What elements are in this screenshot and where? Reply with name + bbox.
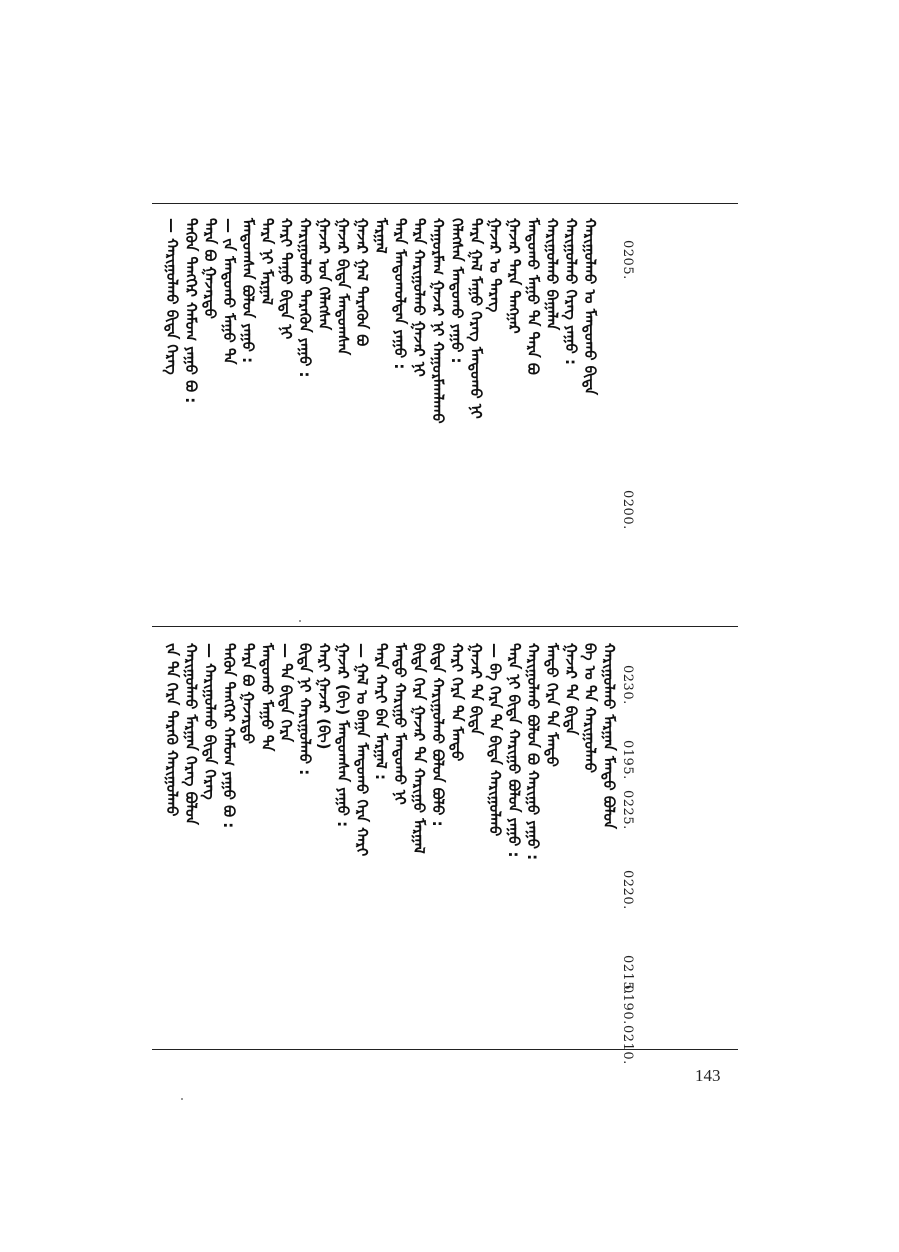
top-text-column: ᠭᠠᠵᠠᠷ ᠪᠢᠳᠡ ᠮᠠᠨᠳᠤᠭᠰᠠᠨ <box>334 218 352 356</box>
top-text-column: ᠮᠠᠨᠳᠤᠭᠰᠠᠨ ᠪᠣᠯᠤᠨ ᠶᠠᠭᠤ : <box>239 218 257 364</box>
line-number: 0230. <box>620 665 635 705</box>
bottom-text-column: ᠮᠠᠨᠳᠤ ᠬᠡᠷᠡ ᠲᠠ ᠮᠠᠨᠳᠤ <box>543 643 561 767</box>
bottom-text-column: — ᠭᠠᠯ ᠤ ᠪᠠᠭᠠ ᠮᠠᠨᠳᠤᠬᠤ ᠬᠡᠷᠡ ᠬᠠᠷᠢ <box>353 643 371 857</box>
middle-rule <box>152 626 738 627</box>
top-text-column: ᠬᠡᠯᠡᠭᠰᠡᠨ ᠮᠠᠨᠳᠤᠬᠤ ᠶᠠᠭᠤ : <box>448 218 466 364</box>
top-text-column: ᠭᠠᠵᠠᠷ ᠭᠠᠯ ᠲᠡᠷᠡᠭᠦᠨ ᠪᠤ <box>353 218 371 347</box>
bottom-text-column: ᠪᠠ ᠤ ᠲᠠ ᠬᠠᠷᠢᠭᠤᠯᠬᠤ <box>581 643 599 773</box>
bottom-text-column: ᠮᠠᠨᠳᠤ ᠬᠠᠷᠢᠭᠤ ᠮᠠᠨᠳᠤᠬᠤ ᠨᠢ <box>391 643 409 805</box>
top-text-column: ᠮᠠᠷᠭᠠᠯ <box>372 218 390 254</box>
top-text-column: ᠭᠠᠵᠠᠷ ᠤ ᠲᠡᠷᠡᠭ <box>486 218 504 313</box>
top-text-column: ᠮᠠᠨᠳᠤᠬᠤ ᠮᠠᠭᠤ ᠲᠠ ᠲᠡᠷᠡ ᠪᠤ <box>524 218 542 375</box>
top-text-column: ᠭᠠᠵᠠᠷ ᠤᠨ ᠬᠡᠯᠡᠭᠰᠡᠨ <box>315 218 333 331</box>
bottom-rule <box>152 1049 738 1050</box>
line-number: 0205. <box>620 240 635 280</box>
bottom-text-column: — ᠲᠠ ᠪᠢᠳᠡ ᠬᠡᠷᠡ <box>277 643 295 743</box>
bottom-text-column: ᠬᠠᠷᠢ ᠬᠡᠷᠡ ᠲᠠ ᠮᠠᠨᠳᠤ <box>448 643 466 762</box>
line-number: 0210. <box>620 1025 635 1065</box>
top-text-column: ᠲᠡᠷᠡ ᠨᠢ ᠮᠠᠷᠭᠠᠯ <box>258 218 276 306</box>
bottom-text-column: ᠲᠡᠷᠡ ᠨᠢ ᠪᠢᠳᠡ ᠬᠠᠷᠢᠭᠤ ᠪᠣᠯᠤᠨ ᠶᠠᠭᠤ : <box>505 643 523 858</box>
top-rule <box>152 203 738 204</box>
bottom-text-column: ᠬᠠᠷᠢᠭᠤᠯᠬᠤ ᠮᠠᠷᠭᠠᠨ ᠮᠠᠨᠳᠤ ᠪᠣᠯᠤᠨ <box>600 643 618 830</box>
bottom-text-column: ᠪᠢᠳᠡ ᠬᠡᠷᠡ ᠭᠠᠵᠠᠷ ᠲᠠ ᠬᠠᠷᠢᠭᠤ ᠮᠠᠷᠭᠠᠯ <box>410 643 428 854</box>
top-text-column: ᠬᠠᠷᠢᠭᠤᠯᠬᠤ ᠤ ᠮᠠᠨᠳᠤᠬᠤ ᠪᠢᠳᠡ <box>581 218 599 396</box>
line-number: 0200. <box>620 490 635 530</box>
bottom-text-column: ᠲᠡᠭᠦᠨ ᠲᠡᠩᠭᠡᠷ ᠬᠠᠮᠤᠭ ᠶᠠᠭᠤ ᠪᠤ : <box>220 643 238 829</box>
top-text-column: ᠬᠠᠷᠢᠭᠤᠯᠬᠤ ᠪᠠᠭᠠᠯᠠᠨ <box>543 218 561 331</box>
bottom-text-column: ᠲᠡᠷᠡ ᠬᠠᠷᠢ ᠪᠠᠨ ᠮᠠᠷᠭᠠᠯ : <box>372 643 390 780</box>
top-text-column: ᠬᠠᠭᠤᠷᠮᠠᠭ ᠭᠠᠵᠠᠷ ᠨᠢ ᠬᠠᠭᠤᠷᠮᠠᠭᠯᠠᠬᠤ <box>429 218 447 424</box>
top-text-column: — ᠬᠠᠷᠢᠭᠤᠯᠬᠤ ᠪᠢᠳᠡ ᠬᠡᠷᠡᠭ <box>163 218 181 375</box>
speck <box>299 620 301 622</box>
bottom-text-column: — ᠪᠠ ᠬᠡᠷᠡ ᠲᠠ ᠪᠢᠳᠡ ᠬᠠᠷᠢᠭᠤᠯᠬᠤ <box>486 643 504 837</box>
line-number: 0225. <box>620 790 635 830</box>
top-text-column: ᠲᠡᠷᠡ ᠪᠤ ᠭᠠᠵᠠᠷᠲᠤ <box>201 218 219 319</box>
speck <box>181 1098 183 1100</box>
bottom-text-column: ᠬᠠᠷᠢ ᠭᠠᠵᠠᠷ (ᠪᠢ) <box>315 643 333 750</box>
top-text-column: ᠲᠡᠷᠡ ᠬᠠᠷᠢᠭᠤᠯᠬᠤ ᠭᠠᠵᠠᠷ ᠨᠢ <box>410 218 428 377</box>
page-number: 143 <box>695 1066 721 1085</box>
line-number: 0195. <box>620 740 635 780</box>
bottom-text-column: ᠪᠢᠳᠡ ᠬᠠᠷᠢᠭᠤᠯᠬᠤ ᠪᠣᠯᠤᠨ ᠪᠣᠯᠤ : <box>429 643 447 827</box>
top-text-column: ᠬᠠᠷᠢᠭᠤᠯᠬᠤ ᠲᠡᠷᠡᠭᠦᠨ ᠶᠠᠭᠤ : <box>296 218 314 378</box>
bottom-text-column: ᠭᠠᠵᠠᠷ (ᠪᠢ) ᠮᠠᠨᠳᠤᠭᠰᠠᠨ ᠶᠠᠭᠤ : <box>334 643 352 828</box>
bottom-text-column: ᠪᠢᠳᠡ ᠨᠢ ᠬᠠᠷᠢᠭᠤᠯᠬᠤ : <box>296 643 314 776</box>
bottom-text-column: ᠬᠠᠷᠢᠭᠤᠯᠬᠤ ᠪᠣᠯᠤᠨ ᠪᠤ ᠬᠠᠷᠢᠭᠤ ᠶᠠᠭᠤ : <box>524 643 542 861</box>
bottom-text-column: — ᠬᠠᠷᠢᠭᠤᠯᠬᠤ ᠪᠢᠳᠡ ᠬᠡᠷᠡᠭ <box>201 643 219 800</box>
bottom-text-column: ᠮᠠᠨᠳᠤᠬᠤ ᠮᠠᠭᠤ ᠲᠠ <box>258 643 276 752</box>
line-number: 0220. <box>620 870 635 910</box>
top-text-column: — ᠵᠠ ᠮᠠᠨᠳᠤᠬᠤ ᠮᠠᠭᠤ ᠲᠠ <box>220 218 238 365</box>
bottom-text-column: ᠭᠠᠵᠠᠷ ᠲᠠ ᠪᠢᠳᠡ <box>562 643 580 736</box>
bottom-text-column: ᠬᠠᠷᠢᠭᠤᠯᠬᠤ ᠮᠠᠷᠭᠠᠨ ᠬᠡᠷᠡᠭ ᠪᠣᠯᠤᠨ <box>182 643 200 825</box>
top-text-column: ᠲᠡᠭᠦᠨ ᠲᠡᠩᠭᠡᠷ ᠬᠠᠮᠤᠭ ᠶᠠᠭᠤ ᠪᠤ : <box>182 218 200 404</box>
bottom-text-column: ᠲᠡᠷᠡ ᠪᠤ ᠭᠠᠵᠠᠷᠲᠤ <box>239 643 257 744</box>
bottom-text-column: ᠵᠠ ᠲᠠ ᠬᠡᠷᠡ ᠲᠡᠷᠡᠭᠦ ᠬᠠᠷᠢᠭᠤᠯᠬᠤ <box>163 643 181 817</box>
line-number: 0190. <box>620 985 635 1025</box>
bottom-text-column: ᠭᠠᠵᠠᠷ ᠲᠠ ᠪᠢᠳᠡ <box>467 643 485 736</box>
top-text-column: ᠬᠠᠷᠢᠭᠤᠯᠬᠤ ᠬᠡᠷᠡᠭ ᠶᠠᠭᠤ : <box>562 218 580 365</box>
top-text-column: ᠲᠡᠷᠡ ᠮᠠᠨᠳᠤᠬᠤᠯᠲᠠᠨ ᠶᠠᠭᠤ : <box>391 218 409 370</box>
top-text-column: ᠭᠠᠵᠠᠷ ᠲᠡᠷᠡ ᠲᠠᠩᠭᠠᠷ <box>505 218 523 334</box>
top-text-column: ᠬᠠᠷᠢ ᠳᠠᠭᠤ ᠪᠢᠳᠡ ᠨᠢ <box>277 218 295 340</box>
top-text-column: ᠲᠡᠷᠡ ᠭᠠᠯ ᠮᠠᠭᠤ ᠬᠡᠷᠡᠭ ᠮᠠᠨᠳᠤᠬᠤ ᠨᠢ <box>467 218 485 419</box>
line-number: 0215. <box>620 955 635 995</box>
